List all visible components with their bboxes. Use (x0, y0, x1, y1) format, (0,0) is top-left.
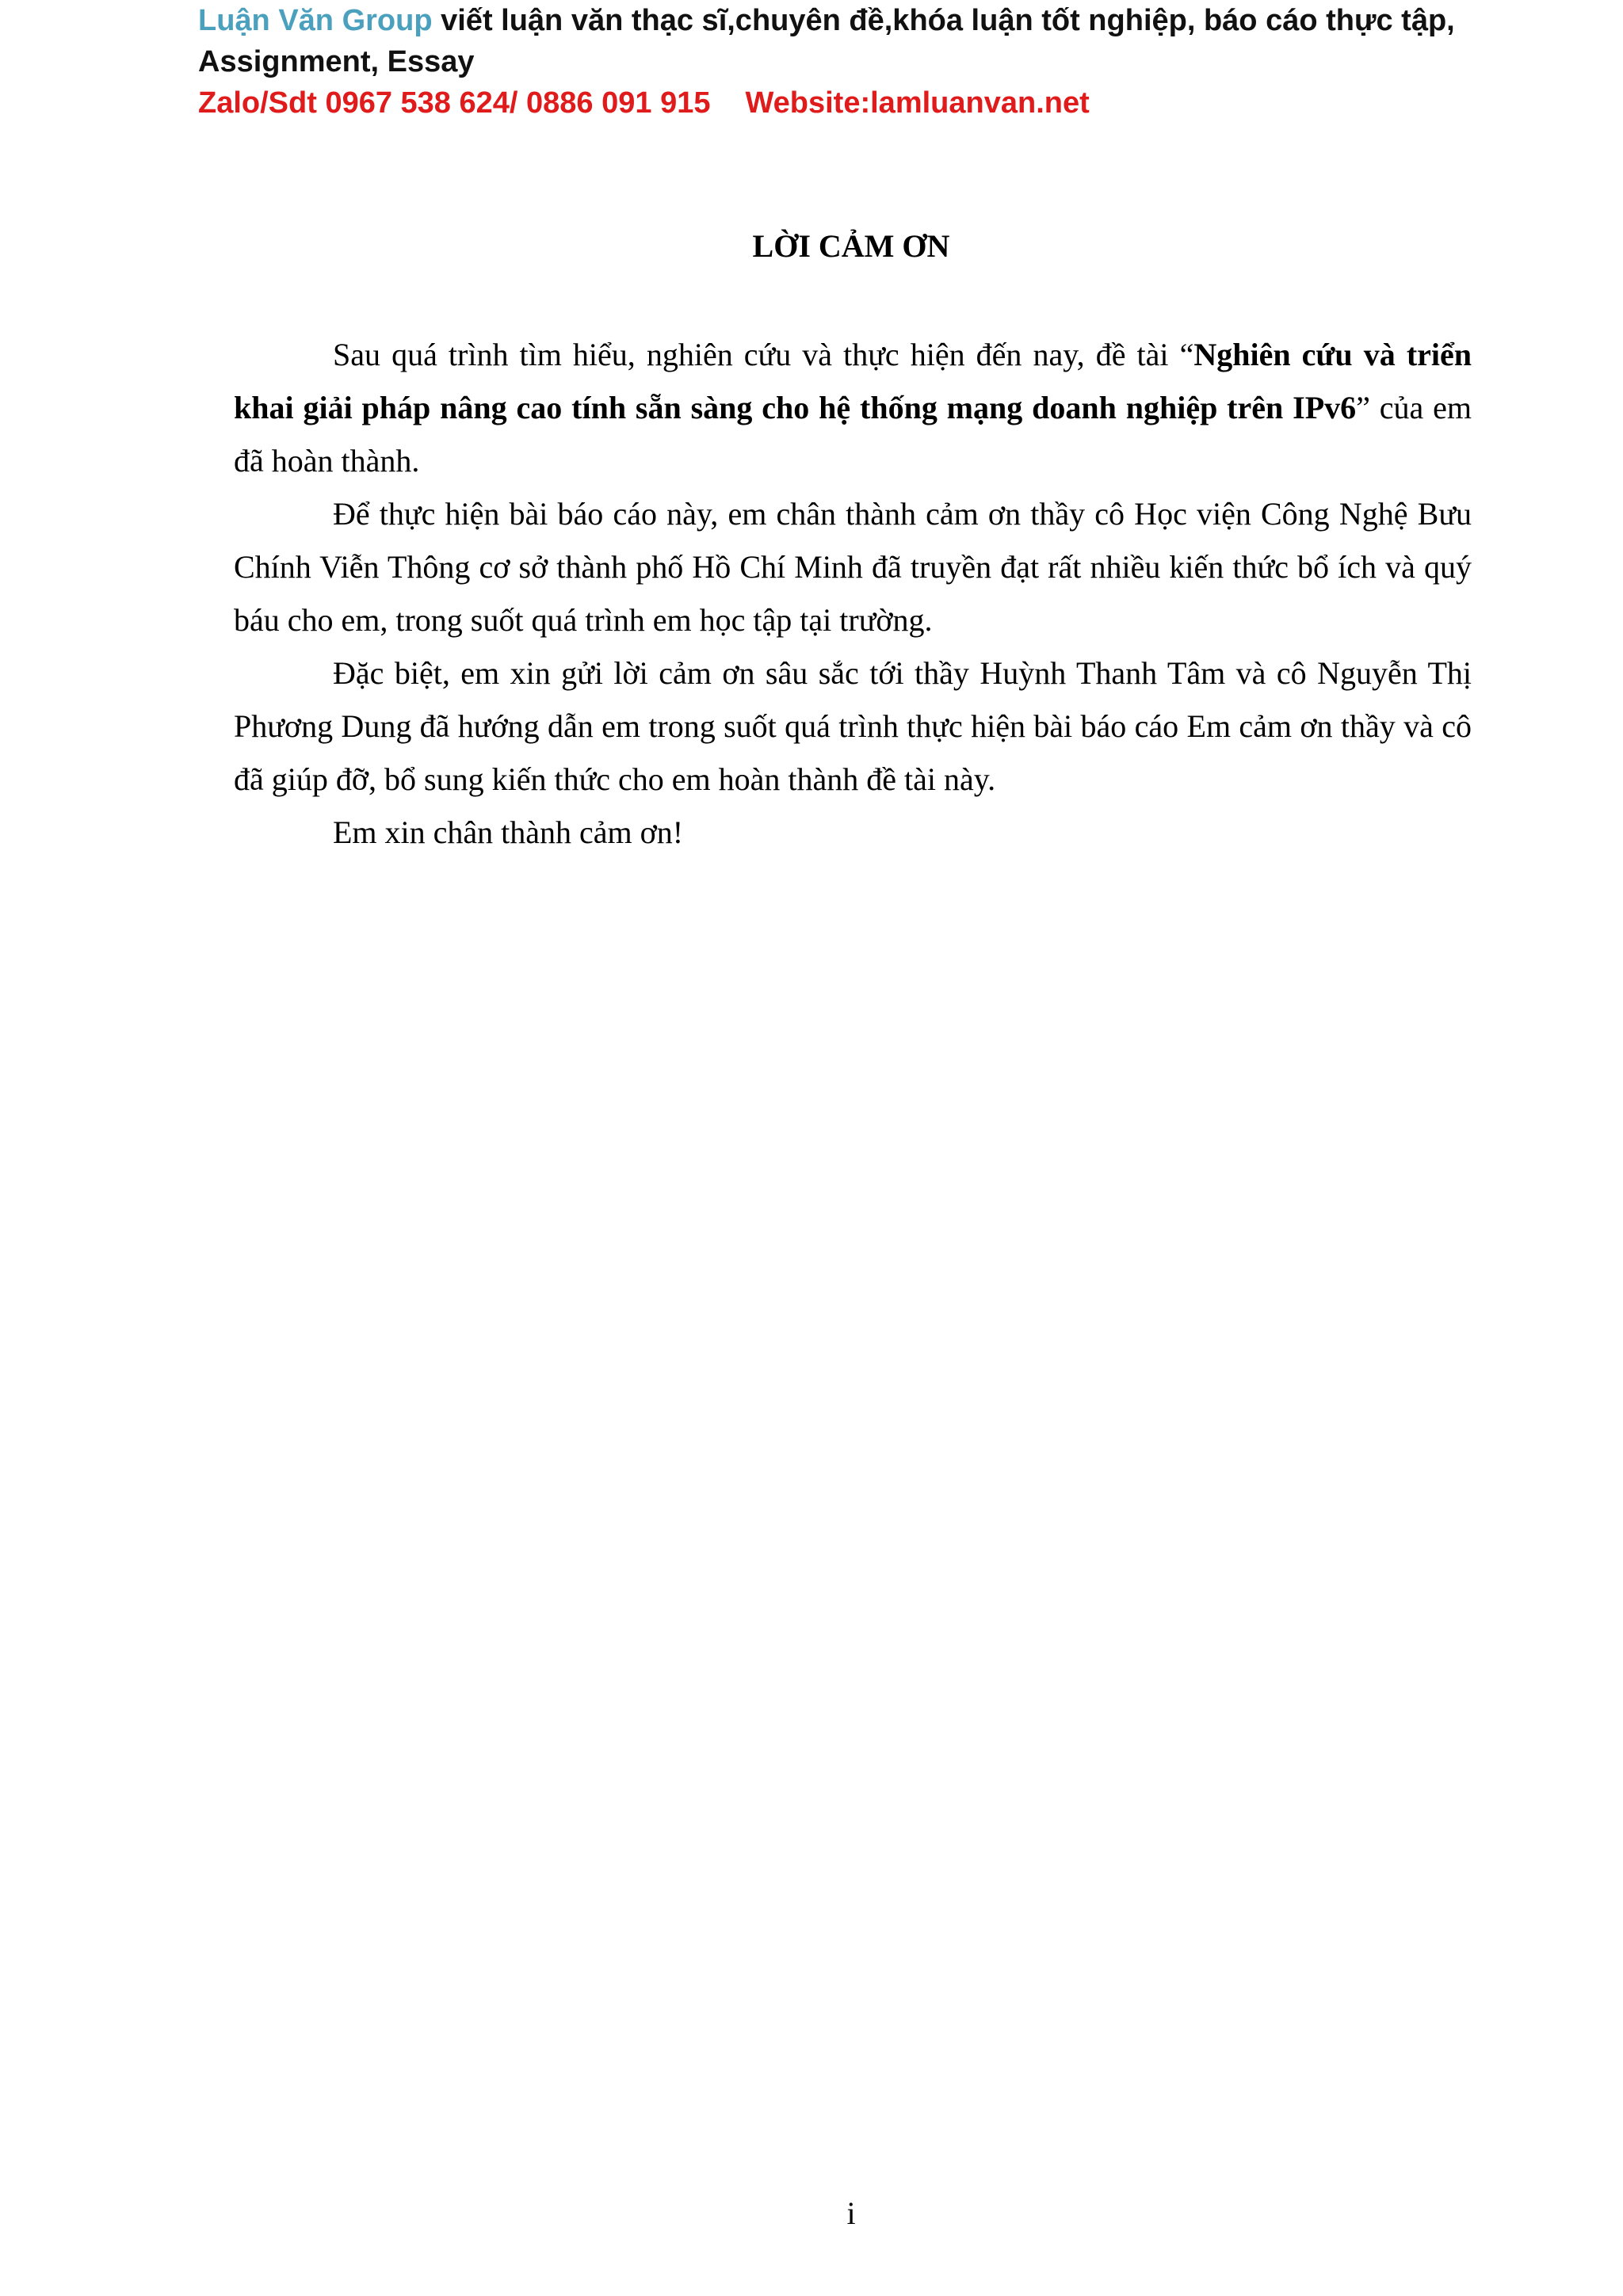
header-line-2 (198, 41, 1466, 82)
header-tagline: viết luận văn thạc sĩ,chuyên đề,khóa luận tốt nghiệp, báo cáo thực tập, (432, 4, 1455, 37)
watermark-header (198, 0, 1466, 124)
header-contact (198, 82, 1466, 124)
page-title: LỜI CẢM ƠN (752, 228, 950, 264)
contact-phone: Zalo/Sdt 0967 538 624/ 0886 091 915 (198, 86, 711, 120)
header-line-1 (198, 0, 1466, 41)
page-number: i (846, 2195, 856, 2231)
acknowledgement-body (234, 328, 1472, 859)
paragraph-1 (234, 328, 1472, 487)
paragraph-3: Đặc biệt, em xin gửi lời cảm ơn sâu sắc tới thầy Huỳnh Thanh Tâm và cô Nguyễn Thị Phương Dung đã hướng dẫn em trong suốt quá trình thực hiện bài báo cáo Em cảm ơn thầy và cô đã giúp đỡ, bổ sung kiến thức cho em hoàn thành đề tài này. (234, 655, 1472, 797)
paragraph-2: Để thực hiện bài báo cáo này, em chân thành cảm ơn thầy cô Học viện Công Nghệ Bưu Chính Viễn Thông cơ sở thành phố Hồ Chí Minh đã truyền đạt rất nhiều kiến thức bổ ích và quý báu cho em, trong suốt quá trình em học tập tại trường. (234, 496, 1472, 638)
thesis-title: Nghiên cứu và triển khai giải pháp nâng cao tính sẵn sàng cho hệ thống mạng doanh nghiệp trên IPv6 (234, 337, 1472, 425)
paragraph-4: Em xin chân thành cảm ơn! (333, 814, 684, 850)
brand-name: Luận Văn Group (198, 4, 433, 37)
contact-website: Website:lamluanvan.net (745, 86, 1090, 120)
header-tagline-continued: Assignment, Essay (198, 45, 475, 78)
paragraph-1-intro: Sau quá trình tìm hiểu, nghiên cứu và thực hiện đến nay, đề tài “ (333, 337, 1194, 372)
paragraph-1-end: ” của em đã hoàn thành. (234, 390, 1472, 479)
